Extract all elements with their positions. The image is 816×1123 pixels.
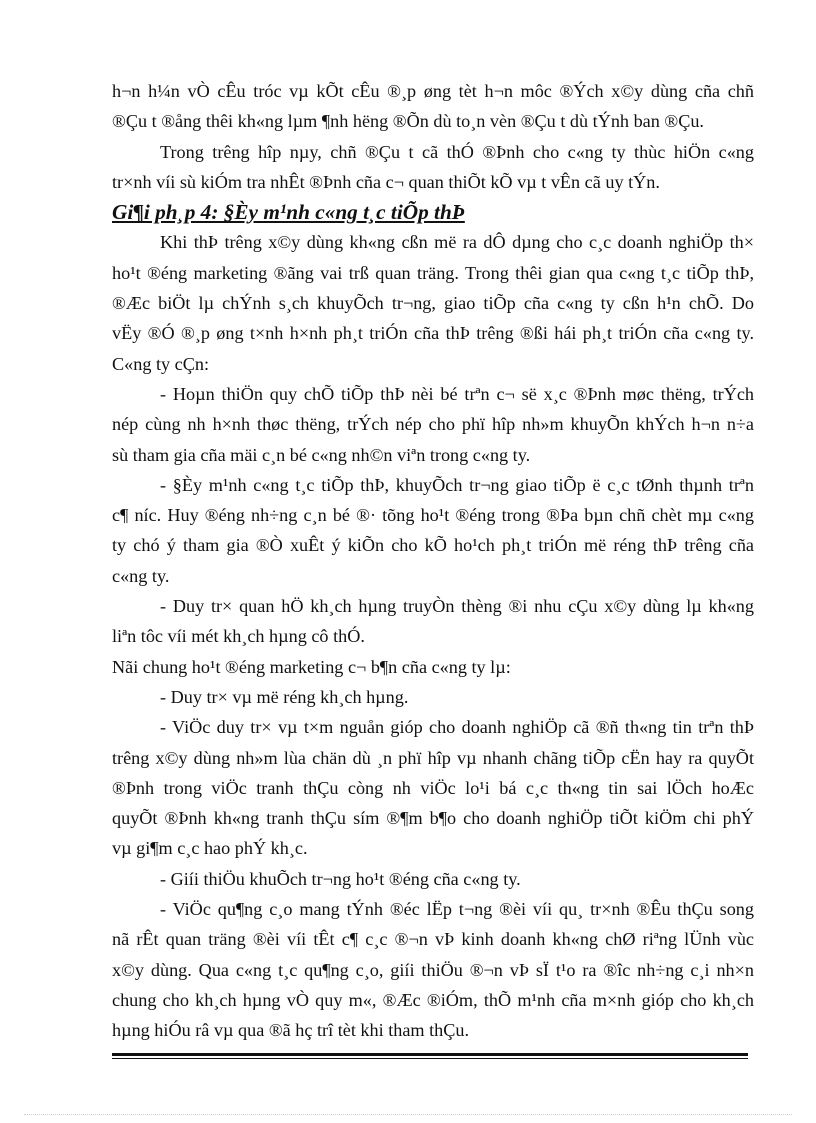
body-line: ®Þnh trong viÖc tranh thÇu còng nh viÖc lo¹i bá c¸c th«ng tin sai lÖch hoÆc (112, 777, 754, 798)
footer-double-rule (112, 1053, 748, 1059)
body-line: Trong trêng hîp nµy, chñ ®Çu t cã thÓ ®Þnh cho c«ng ty thùc hiÖn c«ng (160, 141, 754, 162)
body-line: tr×nh víi sù kiÓm tra nhÊt ®Þnh cña c¬ quan thiÕt kÕ vµ t vÊn cã uy tÝn. (112, 171, 660, 192)
body-line: vËy ®Ó ®¸p øng t×nh h×nh ph¸t triÓn cña thÞ trêng ®ßi hái ph¸t triÓn cña c«ng ty. (112, 323, 754, 344)
body-line: ®Æc biÖt lµ chÝnh s¸ch khuyÕch tr¬ng, giao tiÕp cña c«ng ty cßn h¹n chÕ. Do (112, 293, 754, 314)
body-line: h¬n h¼n vÒ cÊu tróc vµ kÕt cÊu ®¸p øng tèt h¬n môc ®Ých x©y dùng cña chñ (112, 81, 754, 101)
body-line: - Duy tr× vµ më réng kh¸ch hµng. (160, 686, 409, 707)
body-line: Nãi chung ho¹t ®éng marketing c¬ b¶n cña c«ng ty lµ: (112, 656, 511, 677)
body-line: Khi thÞ trêng x©y dùng kh«ng cßn më ra dÔ dµng cho c¸c doanh nghiÖp th× (160, 232, 754, 253)
body-line: trêng x©y dùng nh»m lùa chän dù ¸n phï hîp vµ nhanh chãng tiÕp cËn hay ra quyÕt (112, 747, 754, 768)
footer-rule-thin (112, 1058, 748, 1059)
body-line: nép cùng nh h×nh thøc thëng, trÝch nép cho phï hîp nh»m khuyÕn khÝch h¬n n÷a (112, 414, 754, 435)
body-line: c«ng ty. (112, 565, 170, 586)
body-line: vµ gi¶m c¸c hao phÝ kh¸c. (112, 838, 308, 859)
body-line: - Giíi thiÖu khuÕch tr¬ng ho¹t ®éng cña c«ng ty. (160, 868, 521, 889)
body-line: quyÕt ®Þnh kh«ng tranh thÇu sím ®¶m b¶o cho doanh nghiÖp tiÕt kiÖm chi phÝ (112, 808, 754, 829)
body-line: c¶ níc. Huy ®éng nh÷ng c¸n bé ®· tõng ho¹t ®éng trong ®Þa bµn chñ chèt mµ c«ng (112, 505, 754, 526)
section-heading: Gi¶i ph¸p 4: §Èy m¹nh c«ng t¸c tiÕp thÞ (112, 200, 465, 225)
body-line: - Duy tr× quan hÖ kh¸ch hµng truyÒn thèng ®i nhu cÇu x©y dùng lµ kh«ng (160, 596, 754, 617)
body-line: - Hoµn thiÖn quy chÕ tiÕp thÞ nèi bé trªn c¬ së x¸c ®Þnh møc thëng, trÝch (160, 383, 754, 404)
body-line: C«ng ty cÇn: (112, 353, 210, 374)
body-line: nã rÊt quan träng ®èi víi tÊt c¶ c¸c ®¬n vÞ kinh doanh kh«ng chØ riªng lÜnh vùc (112, 929, 754, 950)
body-line: - ViÖc qu¶ng c¸o mang tÝnh ®éc lËp t¬ng ®èi víi qu¸ tr×nh ®Êu thÇu song (160, 899, 754, 920)
page-edge-dotted (24, 1114, 792, 1115)
document-body (112, 76, 754, 1046)
body-line: ty chó ý tham gia ®Ò xuÊt ý kiÕn cho kÕ ho¹ch ph¸t triÓn më réng thÞ trêng cña (112, 535, 754, 556)
body-line: ho¹t ®éng marketing ®ãng vai trß quan träng. Trong thêi gian qua c«ng t¸c tiÕp thÞ, (112, 262, 754, 283)
body-line: - ViÖc duy tr× vµ t×m nguån gióp cho doanh nghiÖp cã ®ñ th«ng tin trªn thÞ (160, 717, 754, 738)
body-line: x©y dùng. Qua c«ng t¸c qu¶ng c¸o, giíi thiÖu ®¬n vÞ sÏ t¹o ra ®îc nh÷ng c¸i nh×n (112, 959, 754, 980)
body-line: ®Çu t ®ång thêi kh«ng lµm ¶nh hëng ®Õn dù to¸n vèn ®Çu t dù tÝnh ban ®Çu. (112, 111, 704, 132)
body-line: liªn tôc víi mét kh¸ch hµng cô thÓ. (112, 626, 365, 647)
body-line: - §Èy m¹nh c«ng t¸c tiÕp thÞ, khuyÕch tr¬ng giao tiÕp ë c¸c tØnh thµnh trªn (160, 474, 754, 495)
body-line: chung cho kh¸ch hµng vÒ quy m«, ®Æc ®iÓm, thÕ m¹nh cña m×nh gióp cho kh¸ch (112, 989, 754, 1010)
body-line: sù tham gia cña mäi c¸n bé c«ng nh©n viªn trong c«ng ty. (112, 444, 531, 465)
body-line: hµng hiÓu râ vµ qua ®ã hç trî tèt khi tham thÇu. (112, 1020, 470, 1041)
